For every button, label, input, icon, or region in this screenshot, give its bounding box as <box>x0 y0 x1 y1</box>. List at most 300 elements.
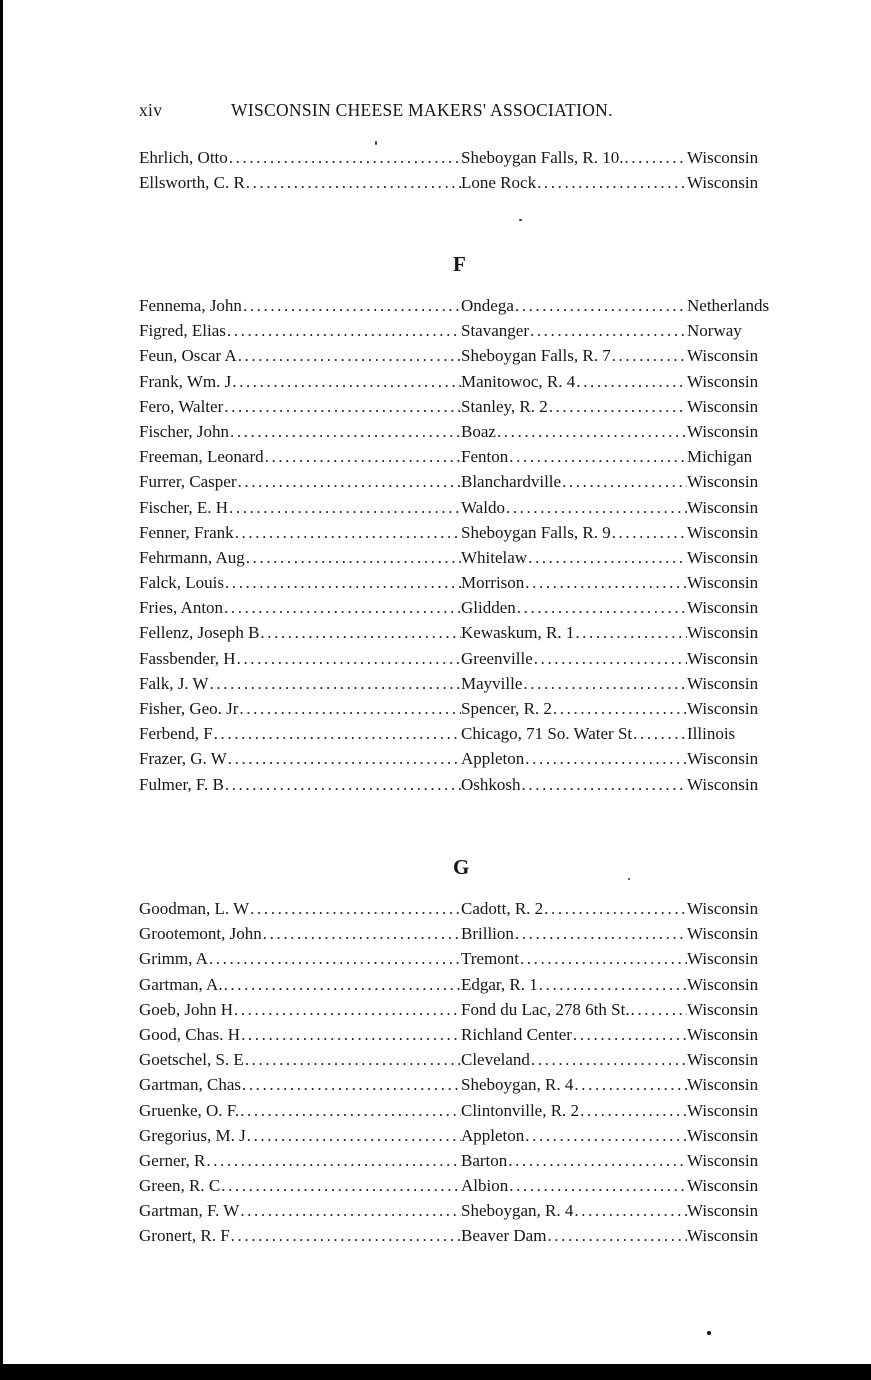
member-town: Greenville <box>461 648 533 668</box>
entry-name-cell <box>139 949 461 969</box>
member-town: Spencer, R. 2 <box>461 699 552 718</box>
entry-name-cell <box>139 1176 461 1196</box>
dot-leader <box>245 548 461 568</box>
member-town: Albion <box>461 1176 509 1196</box>
member-state: Wisconsin <box>687 1024 759 1044</box>
member-state: Wisconsin <box>687 396 759 416</box>
member-town: Brillion <box>461 924 514 944</box>
dot-leader <box>575 372 687 392</box>
entry-town-cell <box>461 899 687 919</box>
directory-entry <box>139 724 799 749</box>
member-state: Wisconsin <box>687 999 759 1019</box>
directory-entry <box>139 447 799 472</box>
entry-name-cell <box>139 724 461 744</box>
member-name: Feun, Oscar A <box>139 346 237 366</box>
dot-leader <box>224 775 461 795</box>
dot-leader <box>245 173 461 193</box>
member-name: Fennema, John <box>139 296 242 315</box>
directory-entry <box>139 1151 799 1176</box>
directory-entry <box>139 674 799 699</box>
member-town: Edgar, R. 1 <box>461 974 538 994</box>
entry-name-cell <box>139 1025 461 1045</box>
member-town: Clintonville, R. 2 <box>461 1100 580 1120</box>
entry-town-cell <box>461 346 687 366</box>
member-name: Fero, Walter <box>139 396 224 416</box>
page-edge-bottom <box>0 1364 871 1380</box>
member-town: Appleton <box>461 749 525 769</box>
entry-town-cell <box>461 674 687 694</box>
member-name: Ferbend, F <box>139 724 213 744</box>
member-state: Wisconsin <box>687 949 759 969</box>
member-state: Wisconsin <box>687 472 759 492</box>
member-town: Beaver Dam <box>461 1226 547 1246</box>
dot-leader <box>529 321 687 341</box>
dot-leader <box>611 523 687 543</box>
dot-leader <box>228 498 461 518</box>
entry-name-cell <box>139 1226 461 1246</box>
entry-name-cell <box>139 1000 461 1020</box>
dot-leader <box>561 472 687 492</box>
entry-town-cell <box>461 1101 687 1121</box>
entry-name-cell <box>139 975 461 995</box>
directory-entry <box>139 1075 799 1100</box>
directory-entry <box>139 649 799 674</box>
entry-name-cell <box>139 749 461 769</box>
member-state: Wisconsin <box>687 924 759 944</box>
member-name: Fisher, Geo. Jr <box>139 699 239 718</box>
entry-name-cell <box>139 649 461 669</box>
dot-leader <box>514 296 687 316</box>
directory-entry <box>139 472 799 497</box>
dot-leader <box>262 924 461 944</box>
directory-entry <box>139 1000 799 1025</box>
directory-entry <box>139 321 799 346</box>
member-town: Sheboygan Falls, R. 9 <box>461 522 611 542</box>
entry-name-cell <box>139 397 461 417</box>
running-title: WISCONSIN CHEESE MAKERS' ASSOCIATION. <box>231 100 613 120</box>
member-town: Boaz <box>461 421 496 441</box>
directory-section-g <box>139 899 799 1252</box>
dot-leader <box>533 649 687 669</box>
entry-name-cell <box>139 573 461 593</box>
entry-name-cell <box>139 1101 461 1121</box>
member-town: Stanley, R. 2 <box>461 396 548 416</box>
dot-leader <box>230 1226 461 1246</box>
member-town: Manitowoc, R. 4 <box>461 371 576 391</box>
member-name: Goeb, John H <box>139 999 233 1019</box>
directory-entry <box>139 1025 799 1050</box>
dot-leader <box>630 1000 687 1020</box>
entry-town-cell <box>461 1201 687 1221</box>
dot-leader <box>552 699 687 719</box>
member-name: Gartman, Chas <box>139 1075 241 1095</box>
entry-town-cell <box>461 724 687 744</box>
member-town: Chicago, 71 So. Water St <box>461 724 633 744</box>
entry-town-cell <box>461 1075 687 1095</box>
entry-town-cell <box>461 598 687 618</box>
member-state: Illinois <box>687 724 736 744</box>
member-name: Ehrlich, Otto <box>139 148 228 167</box>
member-name: Gruenke, O. F. <box>139 1100 240 1120</box>
member-town: Whitelaw <box>461 547 528 567</box>
entry-town-cell <box>461 397 687 417</box>
entry-town-cell <box>461 422 687 442</box>
member-state: Wisconsin <box>687 974 759 994</box>
dot-leader <box>507 1151 687 1171</box>
member-state: Wisconsin <box>687 1050 759 1070</box>
member-state: Wisconsin <box>687 1150 759 1170</box>
dot-leader <box>264 447 461 467</box>
page-header <box>139 100 699 121</box>
dot-leader <box>241 1075 461 1095</box>
entry-town-cell <box>461 1151 687 1171</box>
dot-leader <box>220 1176 461 1196</box>
member-town: Cadott, R. 2 <box>461 899 544 918</box>
member-town: Waldo <box>461 497 505 517</box>
member-state: Wisconsin <box>687 346 759 366</box>
dot-leader <box>239 1201 461 1221</box>
entry-town-cell <box>461 548 687 568</box>
dot-leader <box>579 1101 687 1121</box>
dot-leader <box>573 1075 687 1095</box>
directory-section-f <box>139 296 799 800</box>
member-state: Wisconsin <box>687 673 759 693</box>
member-town: Appleton <box>461 1125 525 1145</box>
dot-leader <box>249 899 461 919</box>
member-name: Fenner, Frank <box>139 522 234 542</box>
member-name: Gerner, R <box>139 1150 206 1170</box>
member-name: Gartman, A. <box>139 974 223 994</box>
dot-leader <box>237 472 461 492</box>
entry-name-cell <box>139 447 461 467</box>
entry-town-cell <box>461 573 687 593</box>
directory-entry <box>139 899 799 924</box>
dot-leader <box>223 975 461 995</box>
entry-town-cell <box>461 148 687 168</box>
dot-leader <box>623 148 687 168</box>
dot-leader <box>508 1176 687 1196</box>
member-name: Falk, J. W <box>139 673 209 693</box>
member-name: Fassbender, H <box>139 648 236 668</box>
entry-name-cell <box>139 674 461 694</box>
member-town: Fenton <box>461 447 509 467</box>
member-town: Lone Rock <box>461 173 537 193</box>
dot-leader <box>223 397 461 417</box>
entry-town-cell <box>461 1000 687 1020</box>
entry-name-cell <box>139 623 461 643</box>
member-name: Gronert, R. F <box>139 1226 230 1246</box>
member-name: Fulmer, F. B <box>139 774 224 794</box>
entry-name-cell <box>139 372 461 392</box>
member-state: Norway <box>687 321 742 341</box>
member-town: Sheboygan Falls, R. 7 <box>461 346 611 366</box>
entry-town-cell <box>461 523 687 543</box>
member-state: Wisconsin <box>687 173 759 193</box>
dot-leader <box>536 173 687 193</box>
entry-name-cell <box>139 296 461 316</box>
directory-entry <box>139 498 799 523</box>
dot-leader <box>234 523 461 543</box>
dot-leader <box>236 649 461 669</box>
entry-town-cell <box>461 1226 687 1246</box>
entry-town-cell <box>461 173 687 193</box>
member-name: Fellenz, Joseph B <box>139 623 260 643</box>
entry-name-cell <box>139 1151 461 1171</box>
member-state: Wisconsin <box>687 1176 759 1196</box>
directory-entry <box>139 148 799 173</box>
entry-name-cell <box>139 1126 461 1146</box>
dot-leader <box>519 949 687 969</box>
entry-name-cell <box>139 472 461 492</box>
dot-leader <box>231 372 461 392</box>
entry-town-cell <box>461 1176 687 1196</box>
member-state: Wisconsin <box>687 774 759 794</box>
entry-town-cell <box>461 472 687 492</box>
member-name: Fehrmann, Aug <box>139 547 245 567</box>
section-letter-f: F <box>453 252 466 276</box>
member-state: Wisconsin <box>687 547 759 567</box>
dot-leader <box>244 1050 461 1070</box>
entry-name-cell <box>139 1201 461 1221</box>
member-town: Sheboygan, R. 4 <box>461 1201 574 1221</box>
directory-entry <box>139 346 799 371</box>
entry-name-cell <box>139 173 461 193</box>
dot-leader <box>521 775 687 795</box>
member-name: Fries, Anton <box>139 598 224 618</box>
entry-name-cell <box>139 523 461 543</box>
dot-leader <box>246 1126 461 1146</box>
dot-leader <box>228 148 461 168</box>
directory-entry <box>139 1126 799 1151</box>
directory-entry <box>139 749 799 774</box>
dot-leader <box>524 573 687 593</box>
dot-leader <box>238 699 461 719</box>
member-name: Gartman, F. W <box>139 1201 240 1221</box>
entry-town-cell <box>461 749 687 769</box>
directory-entry <box>139 422 799 447</box>
member-town: Blanchardville <box>461 472 562 492</box>
member-town: Sheboygan, R. 4 <box>461 1075 574 1095</box>
dot-leader <box>527 548 687 568</box>
dot-leader <box>543 899 687 919</box>
dot-leader <box>226 321 461 341</box>
member-town: Sheboygan Falls, R. 10. <box>461 148 624 167</box>
member-state: Wisconsin <box>687 371 759 391</box>
member-name: Freeman, Leonard <box>139 447 264 467</box>
member-state: Netherlands <box>687 296 770 315</box>
directory-entry <box>139 1201 799 1226</box>
dot-leader <box>514 924 687 944</box>
entry-name-cell <box>139 548 461 568</box>
dot-leader <box>239 1101 461 1121</box>
print-speck <box>375 141 377 145</box>
section-letter-g: G <box>453 855 470 879</box>
directory-entry <box>139 1176 799 1201</box>
dot-leader <box>522 674 687 694</box>
directory-entry <box>139 548 799 573</box>
entry-town-cell <box>461 1025 687 1045</box>
dot-leader <box>229 422 461 442</box>
dot-leader <box>524 749 687 769</box>
member-town: Tremont <box>461 949 519 969</box>
dot-leader <box>259 623 461 643</box>
page-edge-left <box>0 0 3 1364</box>
dot-leader <box>208 949 461 969</box>
member-name: Falck, Louis <box>139 573 224 593</box>
entry-name-cell <box>139 498 461 518</box>
entry-town-cell <box>461 372 687 392</box>
directory-entry <box>139 523 799 548</box>
member-name: Goetschel, S. E <box>139 1050 244 1070</box>
dot-leader <box>632 724 687 744</box>
entry-name-cell <box>139 598 461 618</box>
entry-town-cell <box>461 649 687 669</box>
member-state: Wisconsin <box>687 421 759 441</box>
directory-entry <box>139 397 799 422</box>
member-state: Wisconsin <box>687 1125 759 1145</box>
directory-entry <box>139 1050 799 1075</box>
entry-town-cell <box>461 775 687 795</box>
member-town: Oshkosh <box>461 774 521 794</box>
member-state: Michigan <box>687 447 753 467</box>
dot-leader <box>205 1151 461 1171</box>
dot-leader <box>611 346 687 366</box>
print-speck <box>707 1331 711 1335</box>
member-state: Wisconsin <box>687 497 759 517</box>
member-town: Cleveland <box>461 1050 530 1070</box>
dot-leader <box>530 1050 687 1070</box>
member-town: Ondega <box>461 296 514 315</box>
member-town: Glidden <box>461 598 516 618</box>
dot-leader <box>548 397 687 417</box>
entry-name-cell <box>139 1075 461 1095</box>
entry-town-cell <box>461 447 687 467</box>
member-state: Wisconsin <box>687 522 759 542</box>
member-state: Wisconsin <box>687 899 759 918</box>
directory-entry <box>139 296 799 321</box>
directory-entry <box>139 975 799 1000</box>
dot-leader <box>538 975 687 995</box>
dot-leader <box>546 1226 687 1246</box>
directory-entry <box>139 623 799 648</box>
member-name: Green, R. C <box>139 1176 221 1196</box>
member-name: Frazer, G. W <box>139 749 227 769</box>
dot-leader <box>233 1000 461 1020</box>
directory-entry <box>139 598 799 623</box>
entry-town-cell <box>461 296 687 316</box>
member-name: Frank, Wm. J <box>139 371 232 391</box>
entry-town-cell <box>461 623 687 643</box>
directory-entry <box>139 775 799 800</box>
member-town: Kewaskum, R. 1 <box>461 623 575 643</box>
entry-name-cell <box>139 422 461 442</box>
directory-entry <box>139 924 799 949</box>
entry-name-cell <box>139 899 461 919</box>
member-town: Morrison <box>461 573 525 593</box>
directory-entry <box>139 173 799 198</box>
dot-leader <box>508 447 687 467</box>
entry-name-cell <box>139 775 461 795</box>
member-name: Grootemont, John <box>139 924 262 944</box>
dot-leader <box>224 573 461 593</box>
dot-leader <box>573 1201 687 1221</box>
print-speck <box>628 878 630 880</box>
dot-leader <box>505 498 687 518</box>
member-state: Wisconsin <box>687 1226 759 1246</box>
member-state: Wisconsin <box>687 1201 759 1221</box>
entry-town-cell <box>461 498 687 518</box>
member-state: Wisconsin <box>687 1100 759 1120</box>
directory-entry <box>139 699 799 724</box>
directory-entry <box>139 1226 799 1251</box>
member-name: Figred, Elias <box>139 321 226 341</box>
member-state: Wisconsin <box>687 749 759 769</box>
member-name: Fischer, E. H <box>139 497 229 517</box>
member-state: Wisconsin <box>687 623 759 643</box>
entry-town-cell <box>461 699 687 719</box>
dot-leader <box>516 598 687 618</box>
entry-town-cell <box>461 924 687 944</box>
member-state: Wisconsin <box>687 1075 759 1095</box>
dot-leader <box>227 749 461 769</box>
member-name: Goodman, L. W <box>139 899 250 918</box>
dot-leader <box>524 1126 687 1146</box>
entry-name-cell <box>139 148 461 168</box>
directory-section-e <box>139 148 799 198</box>
dot-leader <box>572 1025 687 1045</box>
directory-entry <box>139 573 799 598</box>
member-town: Stavanger <box>461 321 529 341</box>
member-state: Wisconsin <box>687 648 759 668</box>
member-town: Fond du Lac, 278 6th St. <box>461 999 630 1019</box>
member-name: Grimm, A <box>139 949 208 969</box>
print-speck <box>519 219 522 221</box>
directory-entry <box>139 372 799 397</box>
member-name: Furrer, Casper <box>139 472 237 492</box>
entry-name-cell <box>139 1050 461 1070</box>
member-state: Wisconsin <box>687 148 759 167</box>
entry-name-cell <box>139 346 461 366</box>
member-state: Wisconsin <box>687 598 759 618</box>
entry-town-cell <box>461 1126 687 1146</box>
member-name: Ellsworth, C. R <box>139 173 245 193</box>
page-number: xiv <box>139 100 163 120</box>
dot-leader <box>240 1025 461 1045</box>
directory-entry <box>139 1101 799 1126</box>
member-name: Gregorius, M. J <box>139 1125 246 1145</box>
entry-town-cell <box>461 975 687 995</box>
entry-name-cell <box>139 699 461 719</box>
member-town: Richland Center <box>461 1024 572 1044</box>
member-state: Wisconsin <box>687 699 759 718</box>
dot-leader <box>223 598 461 618</box>
entry-town-cell <box>461 949 687 969</box>
member-state: Wisconsin <box>687 573 759 593</box>
dot-leader <box>574 623 687 643</box>
member-name: Good, Chas. H <box>139 1024 241 1044</box>
member-name: Fischer, John <box>139 421 229 441</box>
directory-entry <box>139 949 799 974</box>
entry-town-cell <box>461 321 687 341</box>
dot-leader <box>209 674 461 694</box>
dot-leader <box>237 346 461 366</box>
entry-name-cell <box>139 321 461 341</box>
entry-name-cell <box>139 924 461 944</box>
dot-leader <box>496 422 687 442</box>
member-town: Mayville <box>461 673 523 693</box>
dot-leader <box>213 724 461 744</box>
member-town: Barton <box>461 1150 508 1170</box>
